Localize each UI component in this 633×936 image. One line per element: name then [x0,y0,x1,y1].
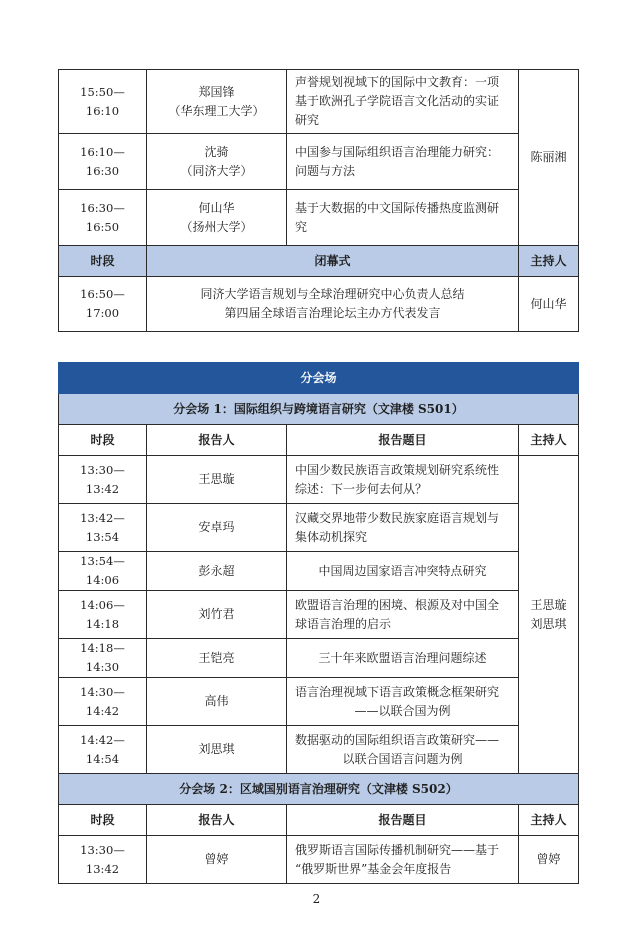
header-speaker: 报告人 [147,805,287,836]
speaker-cell [147,134,287,190]
session1-title: 分会场 1：国际组织与跨境语言研究（文津楼 S501） [59,394,579,425]
speaker-affiliation: （华东理工大学） [168,103,265,118]
header-host: 主持人 [519,805,579,836]
topic-line: 中国参与国际组织语言治理能力研究： [295,144,500,159]
session2-title: 分会场 2：区域国别语言治理研究（文津楼 S502） [59,774,579,805]
speaker-name: 沈骑 [204,144,229,159]
time-cell: 14:30—14:42 [59,678,147,726]
table-row [59,836,579,884]
table-row [59,456,579,504]
topic-cell [287,726,519,774]
topic-cell [287,190,519,246]
time-cell: 16:50—17:00 [59,277,147,332]
page-number: 2 [312,892,321,906]
host-name: 王思璇 [530,597,567,612]
closing-line: 同济大学语言规划与全球治理研究中心负责人总结 [200,287,465,301]
table-row [59,70,579,134]
header-time: 时段 [59,246,147,277]
topic-cell [287,639,519,678]
breakout-title: 分会场 [59,363,579,394]
topic-line: 汉藏交界地带少数民族家庭语言规划与 [295,510,500,525]
header-time: 时段 [59,805,147,836]
speaker-cell: 彭永超 [147,552,287,591]
host-cell: 陈丽湘 [519,70,579,246]
header-host: 主持人 [519,425,579,456]
speaker-cell: 曾婷 [147,836,287,884]
time-cell: 16:30—16:50 [59,190,147,246]
speaker-cell: 王铠亮 [147,639,287,678]
host-cell [519,456,579,774]
session1-title-row [59,394,579,425]
topic-line: 语言治理视域下语言政策概念框架研究 [295,684,500,699]
topic-line: 集体动机探究 [295,529,368,544]
topic-cell [287,504,519,552]
speaker-cell [147,190,287,246]
time-cell: 13:42—13:54 [59,504,147,552]
table-row [59,190,579,246]
session1-header-row [59,425,579,456]
host-name: 刘思琪 [530,616,567,631]
topic-line: 研究 [295,113,320,127]
topic-line: 究 [295,219,308,234]
closing-line: 第四届全球语言治理论坛主办方代表发言 [224,306,441,320]
header-host: 主持人 [519,246,579,277]
table-row [59,639,579,678]
topic-line: 基于欧洲孔子学院语言文化活动的实证 [295,94,500,108]
speaker-name: 何山华 [198,200,235,215]
topic-cell [287,134,519,190]
table-row [59,591,579,639]
topic-line: 球语言治理的启示 [295,616,392,631]
closing-row [59,277,579,332]
host-cell: 何山华 [519,277,579,332]
time-cell: 14:06—14:18 [59,591,147,639]
session2-header-row [59,805,579,836]
closing-title: 闭幕式 [147,246,519,277]
closing-header-row [59,246,579,277]
topic-line: 基于大数据的中文国际传播热度监测研 [295,200,500,215]
closing-content [147,277,519,332]
topic-line: 以联合国语言问题为例 [342,751,463,766]
topic-line: 综述：下一步何去何从？ [295,481,428,496]
time-cell: 15:50—16:10 [59,70,147,134]
time-cell: 14:18—14:30 [59,639,147,678]
topic-cell [287,836,519,884]
speaker-affiliation: （同济大学） [180,163,253,178]
header-time: 时段 [59,425,147,456]
topic-line: 中国少数民族语言政策规划研究系统性 [295,462,500,477]
speaker-cell: 安卓玛 [147,504,287,552]
speaker-cell: 刘思琪 [147,726,287,774]
header-topic: 报告题目 [287,805,519,836]
speaker-cell: 刘竹君 [147,591,287,639]
time-cell: 13:30—13:42 [59,836,147,884]
header-topic: 报告题目 [287,425,519,456]
speaker-name: 郑国锋 [198,84,235,99]
session2-title-row [59,774,579,805]
table-row [59,134,579,190]
table-row [59,552,579,591]
topic-cell [287,552,519,591]
topic-line: 俄罗斯语言国际传播机制研究——基于 [295,842,500,857]
time-cell: 14:42—14:54 [59,726,147,774]
speaker-cell: 王思璇 [147,456,287,504]
topic-cell [287,591,519,639]
topic-line: 中国周边国家语言冲突特点研究 [318,563,487,578]
topic-line: 欧盟语言治理的困境、根源及对中国全 [295,597,500,612]
topic-line: 数据驱动的国际组织语言政策研究—— [295,732,500,747]
time-cell: 13:54—14:06 [59,552,147,591]
top-schedule-table [58,69,579,332]
breakout-schedule-table [58,362,579,884]
time-cell: 13:30—13:42 [59,456,147,504]
topic-line: 问题与方法 [295,163,356,178]
speaker-cell [147,70,287,134]
speaker-affiliation: （扬州大学） [180,219,253,234]
topic-line: “俄罗斯世界”基金会年度报告 [295,861,452,876]
time-cell: 16:10—16:30 [59,134,147,190]
table-row [59,504,579,552]
topic-cell [287,456,519,504]
topic-line: ——以联合国为例 [354,703,451,718]
topic-line: 声誉规划视域下的国际中文教育：一项 [295,75,500,89]
topic-cell [287,678,519,726]
header-speaker: 报告人 [147,425,287,456]
breakout-title-row [59,363,579,394]
topic-line: 三十年来欧盟语言治理问题综述 [318,650,487,665]
speaker-cell: 高伟 [147,678,287,726]
host-cell: 曾婷 [519,836,579,884]
table-row [59,726,579,774]
table-row [59,678,579,726]
topic-cell [287,70,519,134]
